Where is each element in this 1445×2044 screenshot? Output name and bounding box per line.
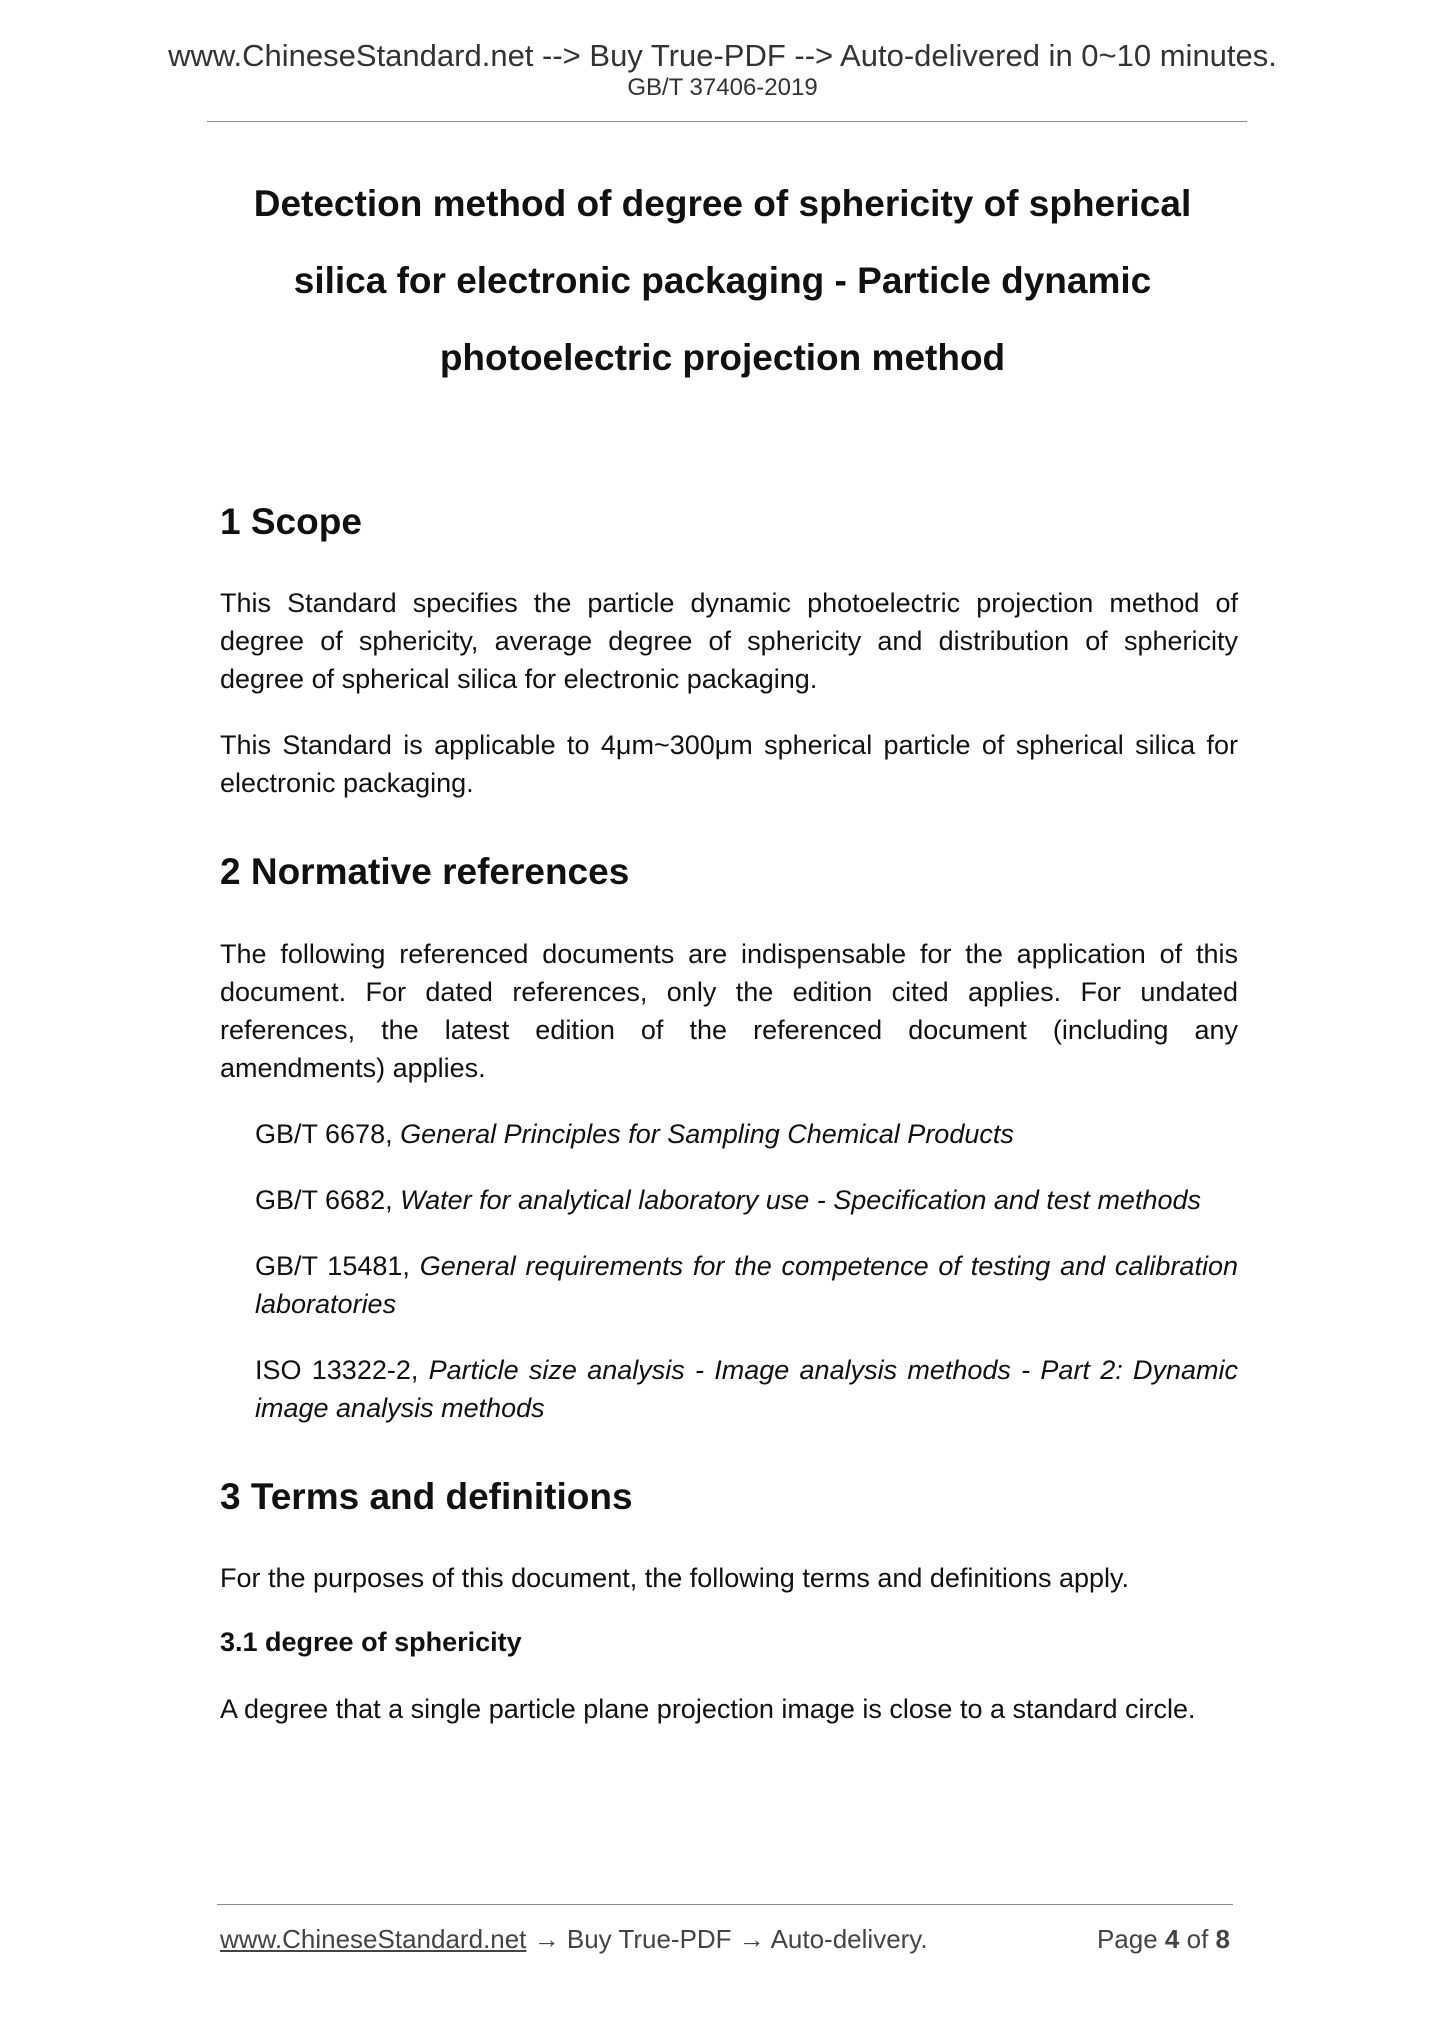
reference-item (220, 1115, 1238, 1153)
title-line-3: photoelectric projection method (439, 337, 1006, 378)
reference-title: Particle size analysis - Image analysis methods - Part 2: Dynamic image analysis methods (255, 1354, 1238, 1423)
footer-tagline: → Buy True-PDF → Auto-delivery. (526, 1924, 928, 1954)
scope-paragraph-1: This Standard specifies the particle dynamic photoelectric projection method of degree of sphericity, average degree of sphericity and distribution of sphericity degree of spherical silica for electronic packaging. (220, 588, 1238, 695)
site-banner: www.ChineseStandard.net --> Buy True-PDF --> Auto-delivered in 0~10 minutes. (168, 38, 1277, 73)
reference-item (220, 1247, 1238, 1323)
reference-title: Water for analytical laboratory use - Specification and test methods (400, 1184, 1201, 1215)
footer-divider (217, 1904, 1233, 1905)
section-heading-scope: 1 Scope (220, 501, 362, 542)
document-body (220, 500, 1238, 1756)
section-heading-terms: 3 Terms and definitions (220, 1475, 633, 1517)
header-divider (207, 121, 1247, 122)
of-label: of (1179, 1924, 1216, 1954)
section-heading-normative-references: 2 Normative references (220, 851, 630, 893)
page-footer (220, 1924, 1230, 1955)
page-number: 4 (1164, 1924, 1180, 1954)
title-line-2: silica for electronic packaging - Particle dynamic (293, 260, 1152, 301)
standard-code: GB/T 37406-2019 (627, 74, 818, 101)
reference-code: GB/T 6682, (255, 1184, 401, 1215)
reference-code: ISO 13322-2, (255, 1354, 429, 1385)
reference-item (220, 1181, 1238, 1219)
page-total: 8 (1215, 1924, 1230, 1954)
title-line-1: Detection method of degree of sphericity of spherical (253, 183, 1192, 224)
reference-item (220, 1351, 1238, 1427)
page-indicator (1097, 1924, 1230, 1955)
reference-title: General Principles for Sampling Chemical Products (400, 1118, 1014, 1149)
normative-intro: The following referenced documents are indispensable for the application of this document. For dated references, only the edition cited applies. For undated references, the latest edition of the referenced document (including any amendments) applies. (220, 938, 1238, 1083)
scope-paragraph-2: This Standard is applicable to 4μm~300μm spherical particle of spherical silica for electronic packaging. (220, 730, 1238, 799)
footer-site-link[interactable]: www.ChineseStandard.net (220, 1924, 527, 1954)
page-label: Page (1096, 1924, 1165, 1954)
term-definition-sphericity: A degree that a single particle plane projection image is close to a standard circle. (220, 1694, 1196, 1725)
document-title (150, 165, 1295, 396)
reference-title: General requirements for the competence of testing and calibration laboratories (255, 1250, 1238, 1319)
terms-intro: For the purposes of this document, the following terms and definitions apply. (220, 1563, 1129, 1594)
term-heading-sphericity: 3.1 degree of sphericity (220, 1627, 522, 1658)
reference-code: GB/T 6678, (255, 1118, 401, 1149)
reference-code: GB/T 15481, (255, 1250, 420, 1281)
